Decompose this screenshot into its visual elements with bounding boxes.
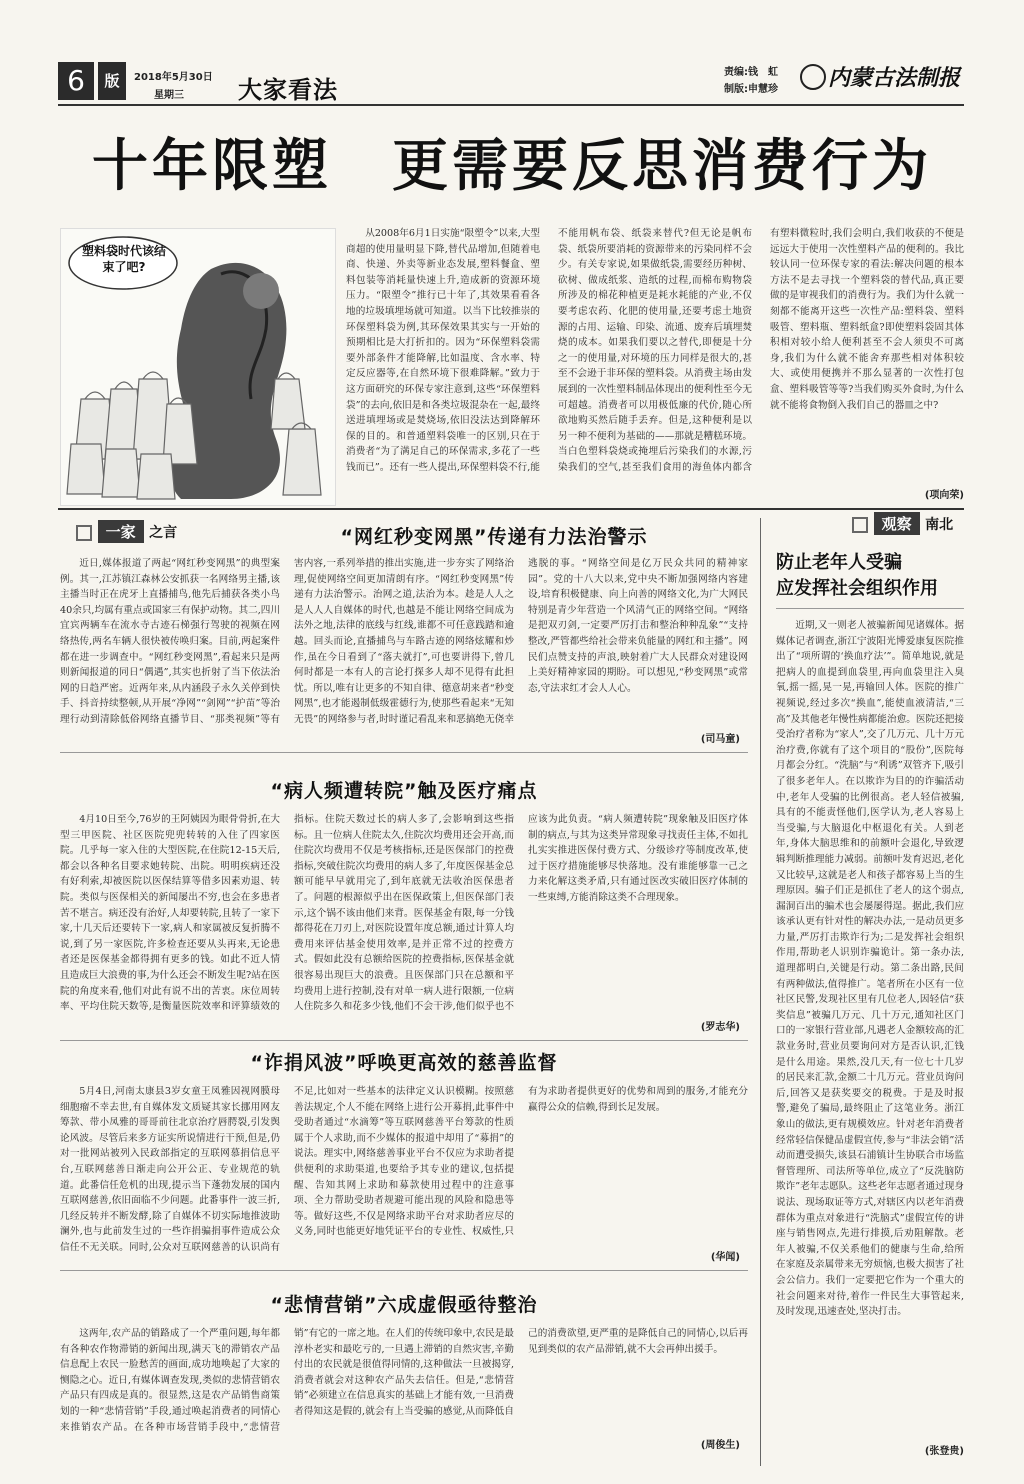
sidebar-headline-line1: 防止老年人受骗 (776, 552, 902, 573)
main-headline: 十年限塑 更需要反思消费行为 (92, 134, 932, 199)
issue-weekday: 星期三 (154, 90, 184, 101)
sidebar-tag-suffix: 南北 (925, 517, 954, 533)
article-byline-zhuanyuan: (罗志华) (700, 1022, 740, 1033)
article-byline-zhajuan: (华闻) (710, 1252, 740, 1263)
sidebar-left-rule (760, 518, 761, 1466)
page-number: 6 (58, 62, 94, 100)
sidebar-tag-mark (852, 517, 868, 533)
article-body-beiqing: 这两年,农产品的销路成了一个严重问题,每年都有各种农作物滞销的新闻出现,满天飞的滞销农产品信息配上农民一脸愁苦的画面,成功地唤起了大家的恻隐之心。近日,有媒体调查发现,类似的悲情营销农产品只有四成是真的。很显然,这是农产品销售商策划的一种“悲情营销”手段,通过唤起消费者的同情心来推销农产品。在各种市场营销手段中,“悲情营销”有它的一席之地。在人们的传统印象中,农民是最淳朴老实和最吃亏的,一旦遇上滞销的自然灾害,辛勤付出的农民就是很值得同情的,这种做法一旦被揭穿,消费者就会对这种农产品失去信任。但是,“悲情营销”必须建立在信息真实的基础上才能有效,一旦消费者得知这是假的,就会有上当受骗的感觉,从而降低自己的消费欲望,更严重的是降低自己的同情心,以后再见到类似的农产品滞销,就不大会再伸出援手。 (60, 1328, 748, 1433)
cartoon-illustration (60, 228, 336, 506)
column-tag-guancha (852, 512, 953, 535)
article-byline-beiqing: (周俊生) (700, 1440, 740, 1451)
article-body-wanghong: 近日,媒体报道了两起“网红秒变网黑”的典型案例。其一,江苏镇江森林公安抓获一名网络男主播,该主播当时正在虎牙上直播捕鸟,他先后捕获各类小鸟40余只,均属有重点或国家三有保护动物。其二,四川宜宾两辆车在流水寺古迹石梯强行驾驶的视频在网络热传,两名车辆人很快被传唤归案。目前,两起案件都在进一步调查中。“网红秒变网黑”,看起来只是两则新闻报道的同日“偶遇”,其实也折射了当下依法治网的日趋严密。近两年来,从内涵段子永久关停到快手、抖音持续整顿,从开展“净网”“剑网”“护苗”等治理行动到清除低俗网络直播节目、“那类视频”等有害内容,一系列举措的推出实施,进一步夯实了网络治理,促使网络空间更加清朗有序。“网红秒变网黑”传递有力法治警示。治网之道,法治为本。趁是人人之是人人人自媒体的时代,也越是不能让网络空间成为法外之地,法律的底线与红线,谁都不可任意践踏和逾越。回头而论,直播捕鸟与车路古迹的网络炫耀和炒作,虽在今日看到了“落夫就打”,可也要讲得下,曾几何时都是一本有人的言论打探多人却不见得有此担忧。所以,唯有让更多的不知自律、德意胡来者“秒变网黑”,也才能遏制低级霍德行为,使那些看起来“无知无畏”的网络参与者,时时谨记看乱来和恶搞绝无侥幸逃脱的事。“网络空间是亿万民众共同的精神家园”。党的十八大以来,党中央不断加强网络内容建设,培育积极健康、向上向善的网络文化,为广大网民特别是青少年营造一个风清气正的网络空间。“网络是把双刃剑,一定要严厉打击和整治种种乱象”“支持整改,严管都些给社会带来负能量的网红和主播”。网民们点赞支持的声浪,映射着广大人民群众对建设网上美好精神家园的期盼。可以想见,“秒变网黑”或常态,守法求红才会人人心。 (60, 558, 748, 725)
sidebar-tag-main: 观察 (874, 512, 920, 535)
divider-1 (60, 752, 748, 753)
article-byline-wanghong: (司马童) (700, 734, 740, 745)
article-body-zhajuan: 5月4日,河南太康县3岁女童王凤雅因视网膜母细胞瘤不幸去世,有自媒体发文质疑其家长挪用网友筹款、带小凤雅的哥哥前往北京治疗唇腭裂,引发舆论风波。尽管后来多方证实所说情进行干预,但是,仍对一批网站被列入民政部指定的互联网慕捐信息平台,互联网慈善日渐走向公开公正、专业规范的轨道。此番信任危机的出现,提示当下蓬勃发展的国内互联网慈善,依旧面临不少问题。此番事件一波三折,几经反转并不断发酵,除了自媒体不切实际地推波助澜外,也与此前发生过的一些诈捐骗捐事件造成公众信任不无关联。同时,公众对互联网慈善的认识尚有不足,比如对一些基本的法律定义认识模糊。按照慈善法规定,个人不能在网络上进行公开募捐,此事件中受助者通过“水滴筹”等互联网慈善平台筹款的性质属于个人求助,而不少媒体的报道中却用了“募捐”的说法。理实中,网络慈善事业平台不仅应为求助者提供便利的求助渠道,也要给予其专业的建议,包括提醒、告知其网上求助和募款使用过程中的注意事项、全力帮助受助者规避可能出现的风险和隐患等等。做好这些,不仅是网络求助平台对求助者应尽的义务,同时也能更好地凭证平台的专业性、权威性,只有为求助者提供更好的优势和周到的服务,才能充分赢得公众的信赖,得到长足发展。 (60, 1086, 748, 1253)
page-ban: 版 (98, 62, 126, 100)
sidebar-headline (776, 550, 964, 602)
cartoon-caption: 塑料袋时代该结束了吧? (81, 244, 166, 274)
divider-3 (60, 1270, 748, 1271)
editor-credit: 责编:钱 虹 (724, 67, 778, 78)
header-rule (58, 104, 964, 106)
main-bottom-rule (58, 508, 964, 510)
sidebar-headline-line2: 应发挥社会组织作用 (776, 578, 938, 599)
sidebar-headline-rule (776, 608, 964, 609)
column-tag-mark (76, 525, 92, 541)
sidebar-article-body: 近期,又一则老人被骗新闻见诸媒体。据媒体记者调查,浙江宁波阳光博爱康复医院推出了“项所谓的‘换血疗法’”。简单地说,就是把病人的血提到血袋里,再向血袋里注入臭氧,摇一摇,晃一晃,再输回人体。医院的推广视频说,经过多次“换血”,能使血液清洁,“三高”及其他老年慢性病都能治愈。医院还把接受治疗者称为“家人”,交了几万元、几十万元治疗费,你就有了这个项目的“股份”,医院每月都会分红。“洗脑”与“利诱”双管齐下,吸引了很多老年人。在以欺诈为目的的诈骗活动中,老年人受骗的比例很高。老人轻信被骗,具有的不能责怪他们,医学认为,老人容易上当受骗,与大脑退化中枢退化有关。人到老年,身体大脑思维和的前额叶会退化,导致逻辑判断推理能力减弱。前额叶发育迟迟,老化又比较早,这就是老人和孩子都容易上当的生理原因。骗子们正是抓住了老人的这个弱点,漏洞百出的骗术也会屡屡得逞。据此,我们应该承认更有针对性的解决办法,一是动员更多力量,严厉打击欺诈行为;二是发挥社会组织作用,帮助老人识别诈骗诡计。第一条办法,道理都明白,关键是行动。第二条出路,民间有两种做法,值得推广。笔者所在小区有一位社区民警,发现社区里有几位老人,因轻信“获奖信息”被骗几万元、几十万元,通知社区门口的一家银行营业部,凡遇老人金额较高的汇款业务时,营业员要询问对方是否认识,汇钱是什么用途。果然,没几天,有一位七十几岁的居民来汇款,金额二十几万元。营业员询问后,回答又是获奖要交的税费。于是及时报警,避免了骗局,最终阻止了这笔业务。浙江象山的做法,更有规模效应。针对老年消费者经常轻信保健品虚假宣传,参与“非法会销”活动而遭受损失,该县石浦镇计生协联合市场监督管理所、司法所等单位,成立了“反洗脑防欺诈”老年志愿队。这些老年志愿者通过现身说法、现场取证等方式,对辖区内以老年消费群体为重点对象进行“洗脑式”虚假宣传的讲座与销售网点,先进行排摸,后劝阻解散。老年人被骗,不仅关系他们的健康与生命,给所在家庭及亲属带来无穷烦恼,也极大损害了社会公信力。我们一定要把它作为一个重大的社会问题来对待,着作一件民生大事管起来,及时发现,迅速查处,坚决打击。 (776, 620, 964, 1318)
column-tag-yijia (76, 520, 177, 543)
article-body-zhuanyuan: 4月10日至今,76岁的王阿姨因为眼骨骨折,在大型三甲医院、社区医院兜兜转转的入住了四家医院。几乎每一家入住的大型医院,在住院12-15天后,都会以各种名目要求她转院、出院。明明疾病还没有好利索,却被医院以医保结算等借多因素劝退、转院。类似与医保相关的新闻屡出不穷,也会在多患者苦不堪言。病还没有治好,人却要转院,且转了一家下家,十几天后还要转下一家,病人和家属被反复折腾不说,到了另一家医院,许多检查还要从头再来,无论患者还是医保基金都得拥有更多的钱。如此不近人情且造成巨大浪费的事,为什么还会不断发生呢?站在医院的角度来看,他们对此有说不出的苦衷。床位周转率、平均住院天数等,是衡量医院效率和评算绩效的指标。住院天数过长的病人多了,会影响到这些指标。且一位病人住院太久,住院次均费用还会开高,而住院次均费用不仅是考核指标,还是医保部门的控费指标,突破住院次均费用的病人多了,年度医保基金总额可能早早就用完了,到年底就无法收治医保患者了。问题的根源似乎出在医保政策上,但医保部门表示,这个锅不该由他们来背。医保基金有限,每一分钱都得花在刀刃上,对医院设置年度总额,通过计算人均费用来评估基金使用效率,是并正常不过的控费方式。假如此没有总额给医院的控费指标,医保基金就很容易出现巨大的浪费。且医保部门只在总额和平均费用上进行控制,没有对单一病人进行限额,一位病人住院多久和花多少钱,他们不会干涉,他们似乎也不应该为此负责。“病人频遭转院”现象触及旧医疗体制的病点,与其为这类异常现象寻找责任主体,不如扎扎实实推进医保付费方式、分级诊疗等制度改革,使过于医疗措施能够尽快落地。没有谁能够靠一己之力来化解这类矛盾,只有通过医改实破旧医疗体制的一些束缚,方能消除这类不合理现象。 (60, 814, 748, 1013)
article-headline-beiqing: “悲情营销”六成虚假亟待整治 (270, 1294, 538, 1316)
main-article-body: 从2008年6月1日实施“限塑令”以来,大型商超的使用量明显下降,替代品增加,但随着电商、快递、外卖等新业态发展,塑料餐盒、塑料包装等消耗量快速上升,造成新的资源环境压力。“限塑令”推行已十年了,其效果看看各地的垃圾填埋场就可知道。以当下比较推崇的环保塑料袋为例,其环保效果其实与一开始的预期相比是大打折扣的。因为“环保塑料袋需要外部条件才能降解,比如温度、含水率、特定反应器等,在自然环境下很难降解。”致力于这方面研究的环保专家注意到,这些“环保塑料袋”的去向,依旧是和各类垃圾混杂在一起,最终送进填埋场或是焚烧场,依旧没法达到降解环保的目的。和普通塑料袋唯一的区别,只在于消费者“为了满足自己的环保需求,多花了一些钱而已”。还有一些人提出,环保塑料袋不行,能不能用帆布袋、纸袋来替代?但无论是帆布袋、纸袋所要消耗的资源带来的污染同样不会少。有关专家说,如果做纸袋,需要经历种树、砍树、做成纸浆、造纸的过程,而棉布购物袋所涉及的棉花种植更是耗水耗能的产业,不仅要考虑农药、化肥的使用量,还要考虑土地资源的占用、运输、印染、流通、废弃后填埋焚烧的成本。如果我们要以之替代,即便是十分之一的使用量,对环境的压力同样是很大的,甚至不会逊于非环保的塑料袋。从消费主场由发展到的一次性塑料制品体现出的便利性至今无可超越。消费者可以用极低廉的代价,随心所欲地购买然后随手丢弃。但是,这种便利是以另一种不便利为基础的——那就是糟糕环境。当白色塑料袋烧或掩埋后污染我们的水源,污染我们的空气,甚至我们食用的海鱼体内都含有塑料微粒时,我们会明白,我们收获的不便是远远大于使用一次性塑料产品的便利的。我比较认同一位环保专家的看法:解决问题的根本方法不是去寻找一个塑料袋的替代品,真正要做的是审视我们的消费行为。我们为什么就一刻都不能离开这些一次性产品:塑料袋、塑料吸管、塑料瓶、塑料纸盒?即使塑料袋固其体积相对较小给人便利甚至不会人须臾不可离身,我们为什么就不能舍弃那些相对体积较大、或使用便携并不那么显著的一次性打包盒、塑料吸管等等?当我们购买外食时,为什么就不能将食物倒入我们自己的器皿之中? (346, 228, 964, 473)
masthead: 内蒙古法制报 (828, 65, 961, 91)
article-headline-wanghong: “网红秒变网黑”传递有力法治警示 (340, 526, 648, 548)
issue-date: 2018年5月30日 (134, 72, 213, 83)
column-tag-suffix: 之言 (149, 525, 178, 541)
main-byline: (项向荣) (924, 490, 964, 501)
divider-2 (60, 1040, 748, 1041)
producer-credit: 制版:申慧珍 (724, 84, 778, 95)
article-headline-zhuanyuan: “病人频遭转院”触及医疗痛点 (270, 780, 538, 802)
column-tag-main: 一家 (98, 520, 144, 543)
sidebar-byline: (张登贵) (924, 1446, 964, 1457)
section-title: 大家看法 (238, 76, 338, 104)
masthead-logo-icon (800, 64, 826, 90)
article-headline-zhajuan: “诈捐风波”呼唤更高效的慈善监督 (250, 1052, 558, 1074)
